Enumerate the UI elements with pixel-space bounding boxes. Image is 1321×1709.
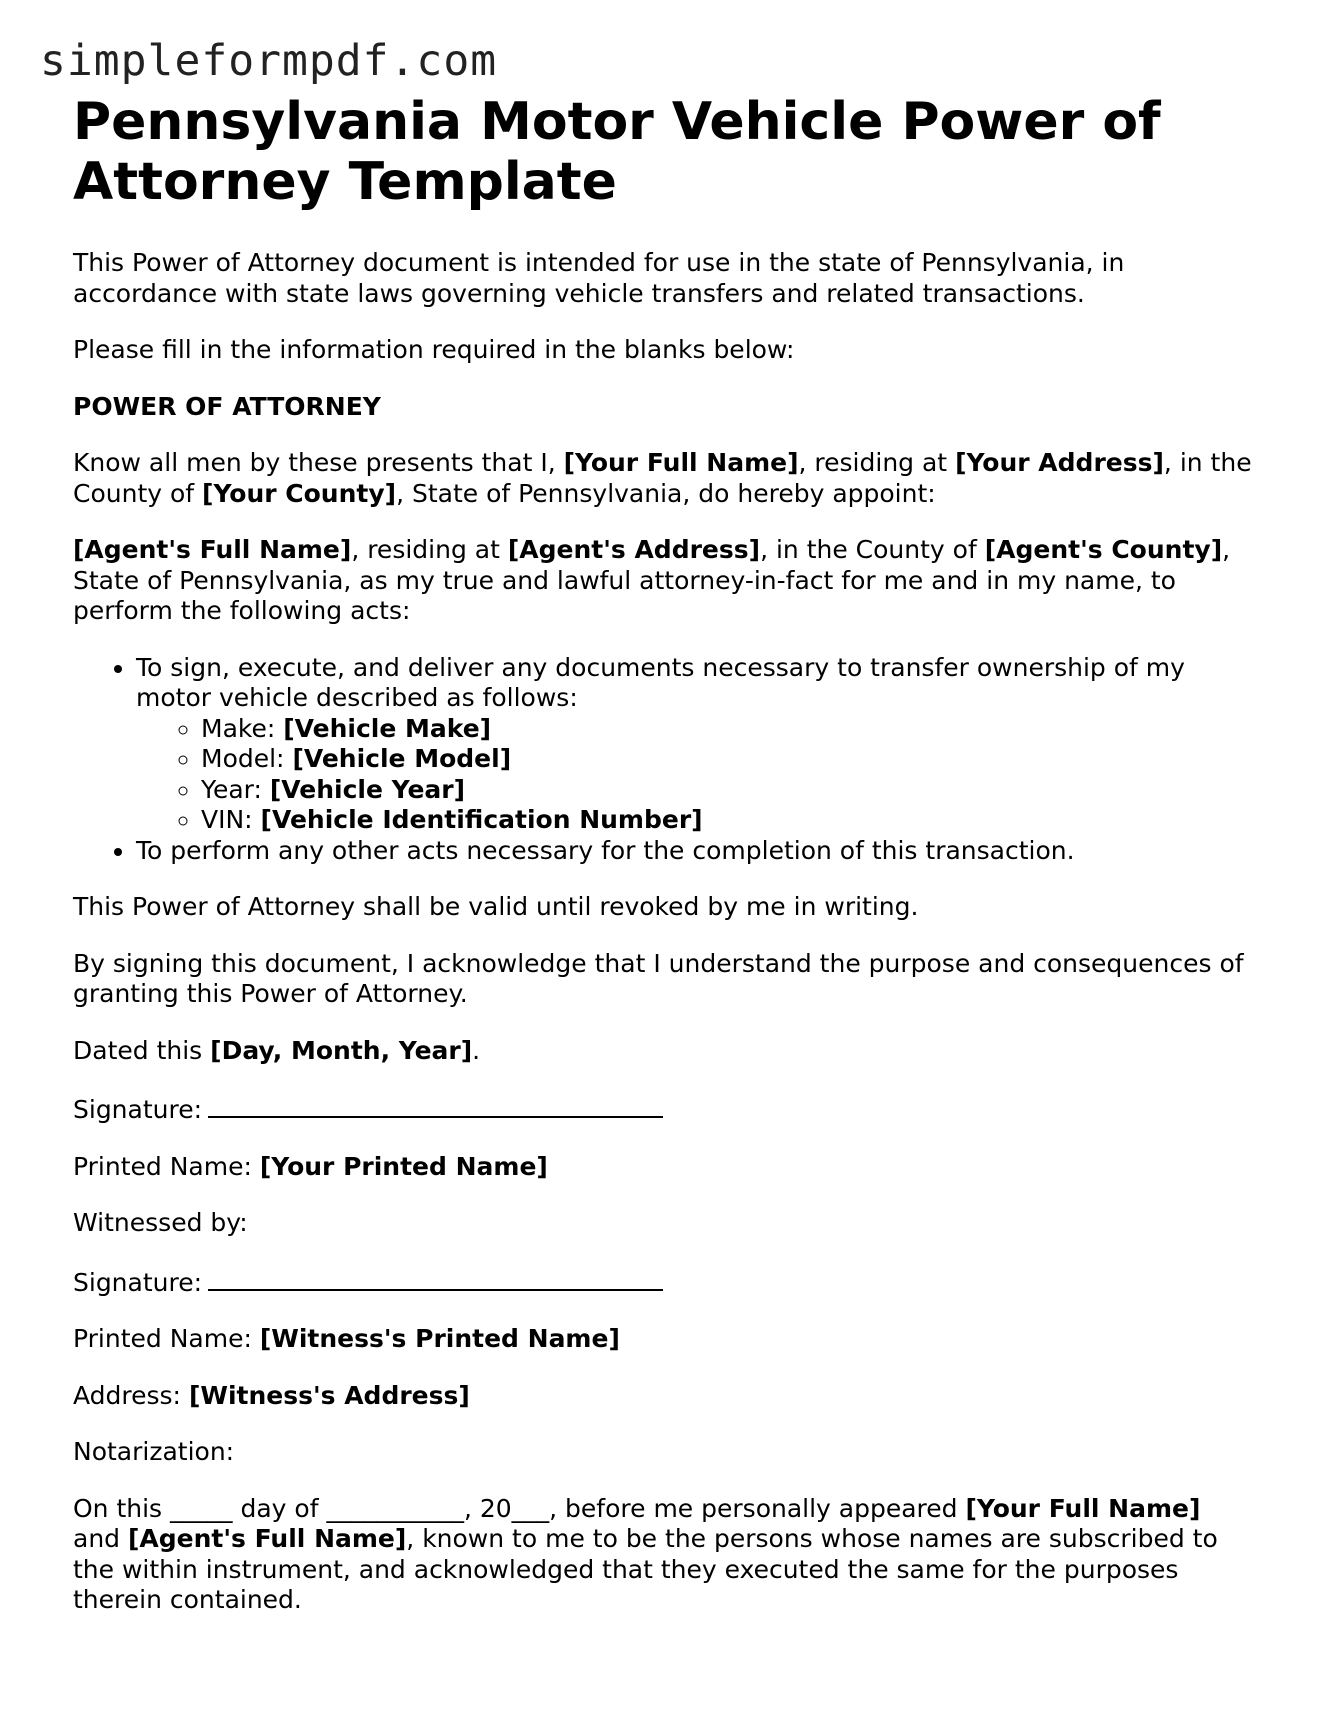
validity-paragraph: This Power of Attorney shall be valid until revoked by me in writing. — [73, 892, 919, 921]
principal-residing: , residing at — [798, 448, 956, 477]
document-page — [73, 92, 1253, 1642]
vehicle-year-item — [201, 775, 1253, 806]
document-title: Pennsylvania Motor Vehicle Power of Attorney Template — [73, 92, 1161, 212]
dated-tail: . — [472, 1035, 481, 1065]
witness-printed-name-line — [73, 1324, 1253, 1355]
notarization-heading: Notarization: — [73, 1437, 235, 1466]
principal-lead: Know all men by these presents that I, — [73, 448, 564, 477]
vehicle-year-label: Year: — [201, 774, 270, 804]
witness-printed-name-label: Printed Name: — [73, 1324, 260, 1353]
principal-printed-name-line — [73, 1152, 1253, 1183]
witness-signature-blank[interactable] — [208, 1265, 663, 1291]
act-transfer-text: To sign, execute, and deliver any documents necessary to transfer ownership of my motor vehicle described as follows: — [136, 652, 1185, 712]
notarization-agent-field: [Agent's Full Name] — [127, 1524, 407, 1553]
vehicle-vin-field: [Vehicle Identification Number] — [260, 805, 703, 834]
witness-signature-line — [73, 1265, 1253, 1299]
principal-county-lead: , in the County of — [73, 448, 1252, 508]
notarization-principal-field: [Your Full Name] — [965, 1493, 1201, 1523]
dated-lead: Dated this — [73, 1035, 211, 1065]
vehicle-make-item — [201, 714, 1253, 745]
agent-tail: , State of Pennsylvania, as my true and lawful attorney-in-fact for me and in my name, to perform the following acts: — [73, 535, 1231, 625]
acts-list — [73, 653, 1253, 867]
principal-printed-name-field: [Your Printed Name] — [259, 1151, 548, 1181]
dated-line — [73, 1036, 1253, 1067]
notarization-and: and — [73, 1524, 128, 1553]
agent-residing: , residing at — [351, 535, 508, 564]
vehicle-model-item — [201, 744, 1253, 775]
principal-printed-name-label: Printed Name: — [73, 1151, 260, 1181]
principal-signature-blank[interactable] — [208, 1092, 663, 1118]
witness-signature-label: Signature: — [73, 1267, 203, 1297]
agent-paragraph — [73, 535, 1253, 627]
vehicle-model-field: [Vehicle Model] — [292, 744, 512, 773]
agent-address-field: [Agent's Address] — [507, 535, 761, 564]
witness-heading: Witnessed by: — [73, 1208, 248, 1237]
agent-name-field: [Agent's Full Name] — [73, 535, 352, 564]
vehicle-vin-item — [201, 805, 1253, 836]
act-transfer-item — [136, 653, 1253, 836]
principal-paragraph — [73, 448, 1253, 509]
witness-address-line — [73, 1381, 1253, 1412]
vehicle-model-label: Model: — [201, 744, 293, 773]
section-heading: POWER OF ATTORNEY — [73, 391, 381, 421]
watermark: simpleformpdf.com — [40, 36, 498, 86]
principal-tail: , State of Pennsylvania, do hereby appoint: — [396, 478, 936, 508]
principal-signature-line — [73, 1092, 1253, 1126]
agent-county-lead: , in the County of — [760, 535, 985, 564]
witness-printed-name-field: [Witness's Printed Name] — [259, 1324, 620, 1353]
acknowledgement-paragraph: By signing this document, I acknowledge that I understand the purpose and consequences of granting this Power of Attorney. — [73, 948, 1244, 1008]
notarization-paragraph — [73, 1494, 1253, 1616]
vehicle-year-field: [Vehicle Year] — [269, 774, 466, 804]
witness-address-field: [Witness's Address] — [188, 1380, 470, 1410]
vehicle-make-field: [Vehicle Make] — [283, 713, 492, 743]
witness-address-label: Address: — [73, 1380, 189, 1410]
intro-paragraph: This Power of Attorney document is intended for use in the state of Pennsylvania, in accordance with state laws governing vehicle transfers and related transactions. — [73, 248, 1125, 308]
dated-field: [Day, Month, Year] — [210, 1035, 473, 1065]
vehicle-make-label: Make: — [201, 713, 284, 743]
principal-signature-label: Signature: — [73, 1095, 203, 1124]
notarization-lead: On this _____ day of ___________, 20___, before me personally appeared — [73, 1493, 966, 1523]
vehicle-vin-label: VIN: — [201, 805, 261, 834]
principal-county-field: [Your County] — [202, 478, 397, 508]
vehicle-details-list — [136, 714, 1253, 836]
instructions-paragraph: Please fill in the information required in the blanks below: — [73, 335, 795, 364]
principal-name-field: [Your Full Name] — [563, 448, 799, 477]
act-other-item: • To perform any other acts necessary for the completion of this transaction. — [136, 836, 1253, 867]
agent-county-field: [Agent's County] — [984, 535, 1223, 564]
principal-address-field: [Your Address] — [955, 448, 1164, 477]
notarization-tail: , known to me to be the persons whose names are subscribed to the within instrument, and acknowledged that they executed the same for the purposes therein contained. — [73, 1524, 1218, 1614]
